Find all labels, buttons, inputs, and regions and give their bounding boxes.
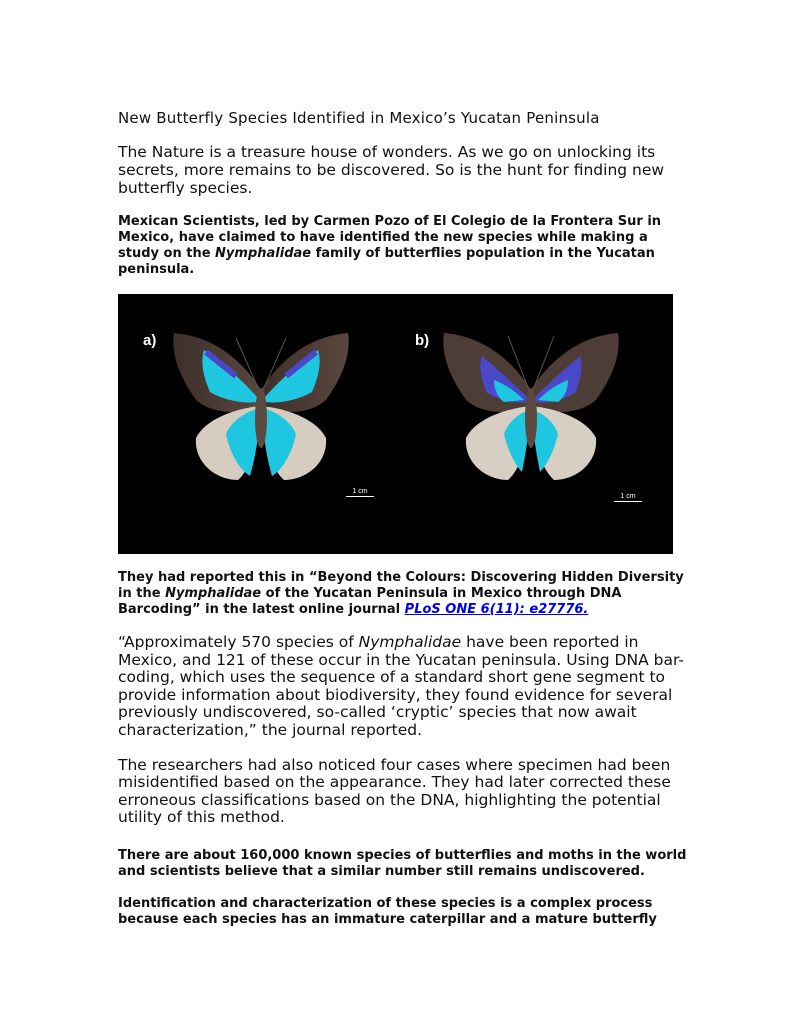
- figure-label-a: a): [143, 332, 157, 349]
- paragraph-1: Mexican Scientists, led by Carmen Pozo of El Colegio de la Frontera Sur in Mexico, have claimed to have identified the new species while making a study on the Nymphalidae family of butterflies population in the Yucatan peninsula.: [118, 214, 662, 277]
- paragraph-3: “Approximately 570 species of Nymphalidae have been reported in Mexico, and 121 of these occur in the Yucatan peninsula. Using DNA bar-coding, which uses the sequence of a standard short gene segment to provide information about biodiversity, they found evidence for several previously undiscovered, so-called ‘cryptic’ species that now await characterization,” the journal reported.: [118, 633, 684, 739]
- figure-label-b: b): [415, 332, 430, 349]
- paragraph-5: There are about 160,000 known species of butterflies and moths in the world and scientists believe that a similar number still remains undiscovered.: [118, 847, 687, 879]
- butterfly-figure: [118, 294, 673, 554]
- scale-bar-b: 1 cm: [614, 493, 642, 502]
- article-title: New Butterfly Species Identified in Mexico’s Yucatan Peninsula: [118, 109, 600, 127]
- journal-citation-link[interactable]: PLoS ONE 6(11): e27776.: [404, 602, 589, 617]
- paragraph-4: The researchers had also noticed four cases where specimen had been misidentified based on the appearance. They had later corrected these erroneous classifications based on the DNA, highlighting the potential utility of this method.: [118, 755, 671, 827]
- lead-paragraph: The Nature is a treasure house of wonders. As we go on unlocking its secrets, more remains to be discovered. So is the hunt for finding new butterfly species.: [118, 143, 665, 197]
- paragraph-2: They had reported this in “Beyond the Colours: Discovering Hidden Diversity in the Nymphalidae of the Yucatan Peninsula in Mexico through DNA Barcoding” in the latest online journal PLoS ONE 6(11): e27776.: [118, 570, 684, 617]
- scale-bar-a: 1 cm: [346, 488, 374, 497]
- butterfly-b-image: [436, 328, 626, 488]
- paragraph-6: Identification and characterization of these species is a complex process because each species has an immature caterpillar and a mature butterfly: [118, 895, 657, 927]
- article: [118, 108, 688, 944]
- butterfly-a-image: [166, 328, 356, 488]
